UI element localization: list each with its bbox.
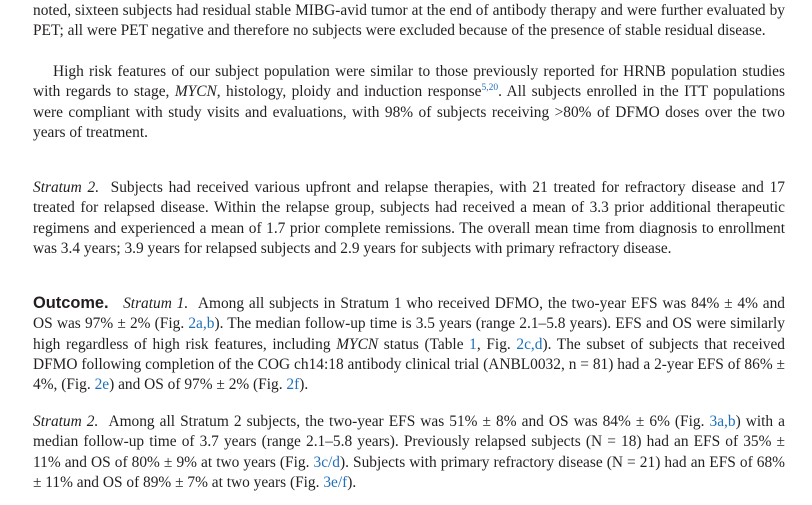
gene-name: MYCN [336,335,379,353]
text-span: ). The subset of subjects that received DFMO following completion of the COG ch14:18 antibody clinical trial (ANBL0032, n = 81) had a 2-year EFS of 86% ± 4%, (Fig. [33,335,785,394]
text-span: Subjects had received various upfront and relapse therapies, with 21 treated for refractory disease and 17 treated for relapsed disease. Within the relapse group, subjects had received a mean of 3.3 prior additional therapeutic regimens and experienced a mean of 1.7 prior complete remissions. The overall mean time from diagnosis to enrollment was 3.4 years; 3.9 years for relapsed subjects and 2.9 years for subjects with primary refractory disease. [33,179,785,257]
figure-link[interactable]: 2c,d [516,335,543,353]
text-span: ). [347,473,357,491]
paragraph-residual-disease [33,1,785,42]
gene-name: MYCN [174,83,217,101]
stratum-label: Stratum 1. [123,295,189,312]
paragraph-outcome-stratum-1 [33,293,785,395]
paragraph-stratum-2-therapies [33,178,785,259]
text-span: ) and OS of 97% ± 2% (Fig. [109,376,287,394]
figure-link[interactable]: 2a,b [188,315,215,333]
paragraph-outcome-stratum-2 [33,412,785,493]
text-span: , Fig. [476,335,517,353]
figure-link[interactable]: 2f [286,376,300,394]
text-span: ). [299,376,309,394]
figure-link[interactable]: 3c/d [313,453,340,471]
stratum-label: Stratum 2. [33,413,99,430]
text-span: ). The median follow-up time is 3.5 years (range 2.1–5.8 years). EFS and OS were similarly high regardless of high risk features, including [33,315,786,353]
text-span: Among all subjects in Stratum 1 who received DFMO, the two-year EFS was 84% ± 4% and OS was 97% ± 2% (Fig. [33,295,785,333]
text-span: Among all Stratum 2 subjects, the two-year EFS was 51% ± 8% and OS was 84% ± 6% (Fig. [108,413,710,430]
text-span: . All subjects enrolled in the ITT populations were compliant with study visits and evaluations, with 98% of subjects receiving >80% of DFMO doses over the two years of treatment. [33,83,785,141]
table-link[interactable]: 1 [469,335,477,353]
stratum-label: Stratum 2. [33,179,100,196]
text-span: , histology, ploidy and induction response [216,83,482,101]
paragraph-text: noted, sixteen subjects had residual stable MIBG-avid tumor at the end of antibody therapy and were further evaluated by PET; all were PET negative and therefore no subjects were excluded because of the presence of stable residual disease. [33,2,785,40]
figure-link[interactable]: 2e [94,376,110,394]
figure-link[interactable]: 3a,b [709,413,736,430]
paragraph-high-risk-features [33,62,785,143]
text-span: status (Table [378,335,470,353]
text-span: ). Subjects with primary refractory disease (N = 21) had an EFS of 68% ± 11% and OS of 89% ± 7% at two years (Fig. [33,453,785,491]
text-span: High risk features of our subject population were similar to those previously reported for HRNB population studies with regards to stage, [33,63,785,101]
text-span: ) with a median follow-up time of 3.7 years (range 2.1–5.8 years). Previously relapsed subjects (N = 18) had an EFS of 35% ± 11% and OS of 80% ± 9% at two years (Fig. [33,413,786,471]
section-heading: Outcome. [33,294,109,312]
citation-link[interactable]: 5,20 [481,83,499,94]
figure-link[interactable]: 3e/f [323,473,348,491]
